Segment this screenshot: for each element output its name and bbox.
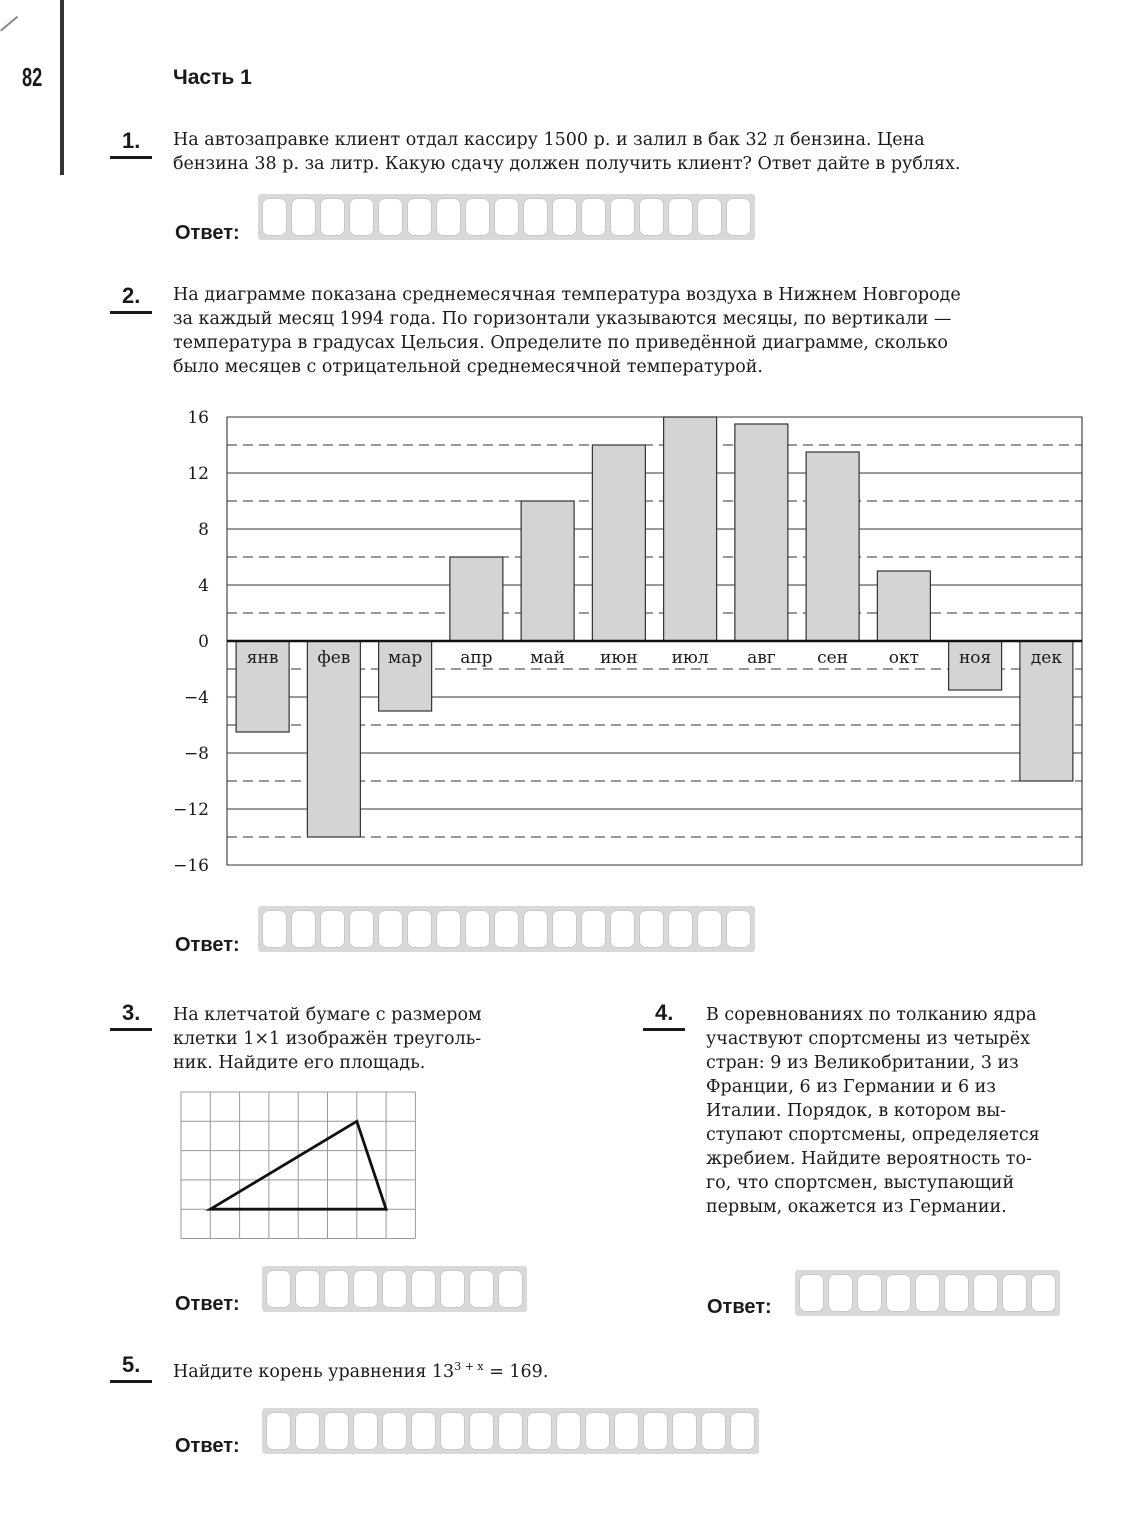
y-tick-label: 0 bbox=[198, 632, 209, 652]
answer-cell[interactable] bbox=[324, 1412, 349, 1450]
answer-cell[interactable] bbox=[378, 910, 403, 948]
answer-label-1: Ответ: bbox=[175, 222, 240, 244]
answer-cell[interactable] bbox=[469, 1412, 494, 1450]
answer-cell[interactable] bbox=[407, 910, 432, 948]
answer-cell[interactable] bbox=[556, 1412, 581, 1450]
answer-cell[interactable] bbox=[291, 910, 316, 948]
task-4-line: жребием. Найдите вероятность то- bbox=[706, 1149, 1032, 1169]
task-2-number: 2. bbox=[122, 283, 141, 308]
answer-cell[interactable] bbox=[440, 1270, 465, 1308]
month-label: окт bbox=[888, 648, 920, 668]
answer-cell[interactable] bbox=[610, 910, 635, 948]
month-label: май bbox=[530, 648, 565, 668]
task-4-number: 4. bbox=[655, 1000, 674, 1025]
task-2-line: было месяцев с отрицательной среднемесячной температурой. bbox=[173, 357, 763, 377]
task-1-line: бензина 38 р. за литр. Какую сдачу должен получить клиент? Ответ дайте в рублях. bbox=[173, 154, 961, 174]
month-label: авг bbox=[747, 648, 776, 668]
answer-cell[interactable] bbox=[523, 910, 548, 948]
month-label: дек bbox=[1030, 648, 1062, 668]
bar-июн bbox=[592, 445, 645, 641]
bar-фев bbox=[307, 641, 360, 837]
answer-cell[interactable] bbox=[411, 1412, 436, 1450]
answer-cell[interactable] bbox=[295, 1412, 320, 1450]
answer-cell[interactable] bbox=[643, 1412, 668, 1450]
answer-cell[interactable] bbox=[1002, 1274, 1027, 1312]
task-4-line: первым, окажется из Германии. bbox=[706, 1197, 1007, 1217]
task-3-line: клетки 1×1 изображён треуголь- bbox=[173, 1029, 482, 1049]
y-tick-label: 4 bbox=[198, 576, 209, 596]
y-tick-label: 12 bbox=[187, 464, 209, 484]
answer-cell[interactable] bbox=[382, 1412, 407, 1450]
answer-cell[interactable] bbox=[411, 1270, 436, 1308]
answer-cell[interactable] bbox=[730, 1412, 755, 1450]
answer-cell[interactable] bbox=[799, 1274, 824, 1312]
answer-cell[interactable] bbox=[973, 1274, 998, 1312]
task-2-line: температура в градусах Цельсия. Определите по приведённой диаграмме, сколько bbox=[173, 333, 948, 353]
answer-cell[interactable] bbox=[465, 910, 490, 948]
y-tick-label: 8 bbox=[198, 520, 209, 540]
bar-авг bbox=[735, 424, 788, 641]
answer-cell[interactable] bbox=[498, 1412, 523, 1450]
task-1-number: 1. bbox=[122, 128, 141, 153]
answer-label-3: Ответ: bbox=[175, 1293, 240, 1315]
answer-cell[interactable] bbox=[697, 910, 722, 948]
answer-cell[interactable] bbox=[585, 1412, 610, 1450]
task-4-line: Италии. Порядок, в котором вы- bbox=[706, 1101, 1007, 1121]
month-label: июл bbox=[671, 648, 709, 668]
answer-cell[interactable] bbox=[944, 1274, 969, 1312]
answer-cell[interactable] bbox=[494, 910, 519, 948]
month-label: янв bbox=[246, 648, 279, 668]
answer-cell[interactable] bbox=[324, 1270, 349, 1308]
task-4-line: В соревнованиях по толканию ядра bbox=[706, 1005, 1037, 1025]
answer-cell[interactable] bbox=[527, 1412, 552, 1450]
task-4-line: стран: 9 из Великобритании, 3 из bbox=[706, 1053, 1019, 1073]
answer-cell[interactable] bbox=[639, 910, 664, 948]
task-5-underline bbox=[110, 1380, 152, 1383]
bar-июл bbox=[664, 417, 717, 641]
answer-cell[interactable] bbox=[266, 1270, 291, 1308]
month-label: ноя bbox=[958, 648, 992, 668]
task-5-text bbox=[173, 1355, 873, 1384]
answer-cell[interactable] bbox=[672, 1412, 697, 1450]
answer-cell[interactable] bbox=[382, 1270, 407, 1308]
bar-окт bbox=[877, 571, 930, 641]
month-label: мар bbox=[388, 648, 423, 668]
task-2-line: за каждый месяц 1994 года. По горизонтали указываются месяцы, по вертикали — bbox=[173, 309, 952, 329]
answer-cell[interactable] bbox=[440, 1412, 465, 1450]
task-4-line: Франции, 6 из Германии и 6 из bbox=[706, 1077, 996, 1097]
answer-field-4[interactable] bbox=[795, 1270, 1060, 1316]
month-label: фев bbox=[317, 648, 351, 668]
task-3-number: 3. bbox=[122, 1000, 141, 1025]
task-4-line: участвуют спортсмены из четырёх bbox=[706, 1029, 1030, 1049]
answer-cell[interactable] bbox=[828, 1274, 853, 1312]
answer-cell[interactable] bbox=[552, 910, 577, 948]
triangle-grid-figure bbox=[180, 1091, 420, 1243]
month-label: сен bbox=[817, 648, 849, 668]
answer-cell[interactable] bbox=[262, 910, 287, 948]
task-4-line: го, что спортсмен, выступающий bbox=[706, 1173, 1015, 1193]
answer-cell[interactable] bbox=[886, 1274, 911, 1312]
answer-field-5[interactable] bbox=[262, 1408, 759, 1454]
task-3-underline bbox=[110, 1028, 152, 1031]
task-5-number: 5. bbox=[122, 1352, 141, 1377]
task-3-line: ник. Найдите его площадь. bbox=[173, 1053, 426, 1073]
bar-апр bbox=[450, 557, 503, 641]
task-1-line: На автозаправке клиент отдал кассиру 1500 р. и залил в бак 32 л бензина. Цена bbox=[173, 130, 925, 150]
answer-label-4: Ответ: bbox=[707, 1296, 772, 1318]
task-4-line: ступают спортсмены, определяется bbox=[706, 1125, 1040, 1145]
answer-cell[interactable] bbox=[581, 910, 606, 948]
answer-cell[interactable] bbox=[668, 910, 693, 948]
answer-field-3[interactable] bbox=[262, 1266, 527, 1312]
answer-cell[interactable] bbox=[353, 1270, 378, 1308]
answer-cell[interactable] bbox=[295, 1270, 320, 1308]
answer-cell[interactable] bbox=[726, 910, 751, 948]
answer-cell[interactable] bbox=[701, 1412, 726, 1450]
answer-label-5: Ответ: bbox=[175, 1435, 240, 1457]
y-tick-label: 16 bbox=[187, 408, 209, 428]
y-tick-label: −4 bbox=[183, 688, 209, 708]
answer-cell[interactable] bbox=[857, 1274, 882, 1312]
answer-cell[interactable] bbox=[353, 1412, 378, 1450]
part-title: Часть 1 bbox=[173, 66, 252, 89]
y-tick-label: −16 bbox=[173, 856, 209, 876]
answer-cell[interactable] bbox=[614, 1412, 639, 1450]
answer-cell[interactable] bbox=[320, 910, 345, 948]
y-tick-label: −8 bbox=[183, 744, 209, 764]
bar-сен bbox=[806, 452, 859, 641]
task-2-line: На диаграмме показана среднемесячная температура воздуха в Нижнем Новгороде bbox=[173, 285, 961, 305]
task-4-underline bbox=[643, 1028, 685, 1031]
answer-cell[interactable] bbox=[1031, 1274, 1056, 1312]
task-5-exponent: 3 + x bbox=[454, 1360, 484, 1373]
task-3-line: На клетчатой бумаге с размером bbox=[173, 1005, 482, 1025]
answer-label-2: Ответ: bbox=[175, 934, 240, 956]
answer-cell[interactable] bbox=[436, 910, 461, 948]
month-label: апр bbox=[460, 648, 493, 668]
task-5-text-before: Найдите корень уравнения 13 bbox=[173, 1361, 455, 1382]
page-number: 82 bbox=[22, 62, 43, 92]
answer-cell[interactable] bbox=[915, 1274, 940, 1312]
answer-cell[interactable] bbox=[266, 1412, 291, 1450]
bar-май bbox=[521, 501, 574, 641]
month-label: июн bbox=[600, 648, 638, 668]
answer-cell[interactable] bbox=[349, 910, 374, 948]
answer-cell[interactable] bbox=[498, 1270, 523, 1308]
answer-cell[interactable] bbox=[469, 1270, 494, 1308]
y-tick-label: −12 bbox=[173, 800, 209, 820]
task-3-text bbox=[173, 1003, 560, 1075]
task-4-text bbox=[706, 1003, 1093, 1219]
task-5-text-after: = 169. bbox=[483, 1361, 549, 1382]
answer-field-2[interactable] bbox=[258, 906, 755, 952]
